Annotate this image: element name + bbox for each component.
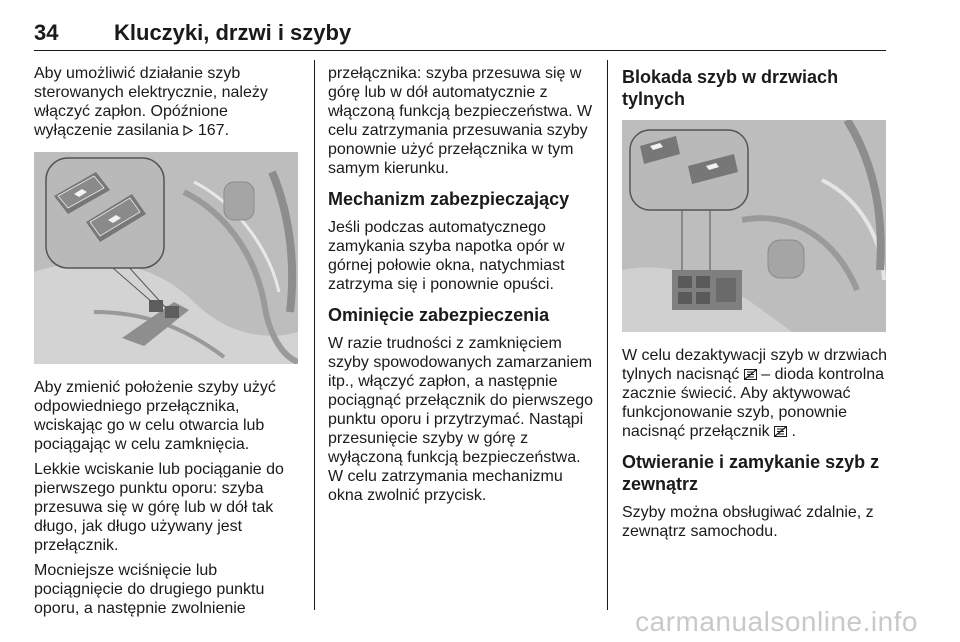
paragraph: przełącznika: szyba przesuwa się w górę lub w dół automatycznie z włączoną funkcją bezpieczeństwa. W celu zatrzymania przesuwania szyby ponownie użyć przełącznika w tym samym kierunku.	[328, 65, 593, 177]
column-divider	[314, 60, 315, 610]
paragraph: Aby zmienić położenie szyby użyć odpowiedniego przełącznika, wciskając go w celu otwarcia lub pociągając w celu zamknięcia.	[34, 379, 276, 453]
rear-window-lock-icon	[774, 423, 791, 440]
chapter-title: Kluczyki, drzwi i szyby	[114, 20, 352, 45]
column-2	[328, 64, 594, 511]
paragraph-text: Aby umożliwić działanie szyb sterowanych elektrycznie, należy włączyć zapłon. Opóźnione wyłączenie zasilania	[34, 65, 268, 139]
section-heading: Blokada szyb w drzwiach tylnych	[622, 67, 839, 109]
section-heading: Mechanizm zabezpieczający	[328, 189, 570, 209]
paragraph: Mocniejsze wciśnięcie lub pociągnięcie do drugiego punktu oporu, a następnie zwolnienie	[34, 562, 265, 617]
section-heading: Ominięcie zabezpieczenia	[328, 305, 550, 325]
section-heading: Otwieranie i zamykanie szyb z zewnątrz	[622, 452, 880, 494]
header-rule	[34, 50, 886, 51]
column-1	[34, 64, 300, 624]
page-number: 34	[34, 20, 59, 45]
rear-window-lock-icon	[744, 366, 761, 383]
page-ref-arrow-icon	[183, 122, 197, 139]
paragraph: Lekkie wciskanie lub pociąganie do pierwszego punktu oporu: szyba przesuwa się w górę lub w dół tak długo, jak długo używany jest przełącznik.	[34, 461, 284, 554]
page-ref[interactable]: 167.	[197, 122, 230, 139]
page-header	[34, 18, 886, 50]
column-3	[622, 64, 888, 547]
paragraph: Szyby można obsługiwać zdalnie, z zewnątrz samochodu.	[622, 504, 874, 540]
watermark: carmanualsonline.info	[635, 606, 918, 637]
rear-window-lock-illustration	[622, 120, 886, 332]
paragraph	[34, 64, 300, 140]
paragraph-text: – dioda kontrolna zacznie świecić. Aby aktywować funkcjonowanie szyb, ponownie nacisnąć przełącznik	[622, 366, 885, 440]
window-switch-illustration	[34, 152, 298, 364]
paragraph-text: .	[791, 423, 796, 440]
column-divider	[607, 60, 608, 610]
paragraph: W razie trudności z zamknięciem szyby spowodowanych zamarzaniem itp., włączyć zapłon, a następnie pociągnąć przełącznik do pierwszego punktu oporu i przytrzymać. Nastąpi przesunięcie szyby w górę z wyłączoną funkcją bezpieczeństwa. W celu zatrzymania mechanizmu okna zwolnić przycisk.	[328, 335, 594, 504]
paragraph: Jeśli podczas automatycznego zamykania szyba napotka opór w górnej połowie okna, natychmiast zatrzyma się i ponownie opuści.	[328, 219, 565, 293]
paragraph	[622, 346, 888, 441]
paragraph-text: W celu dezaktywacji szyb w drzwiach tylnych nacisnąć	[622, 347, 887, 383]
